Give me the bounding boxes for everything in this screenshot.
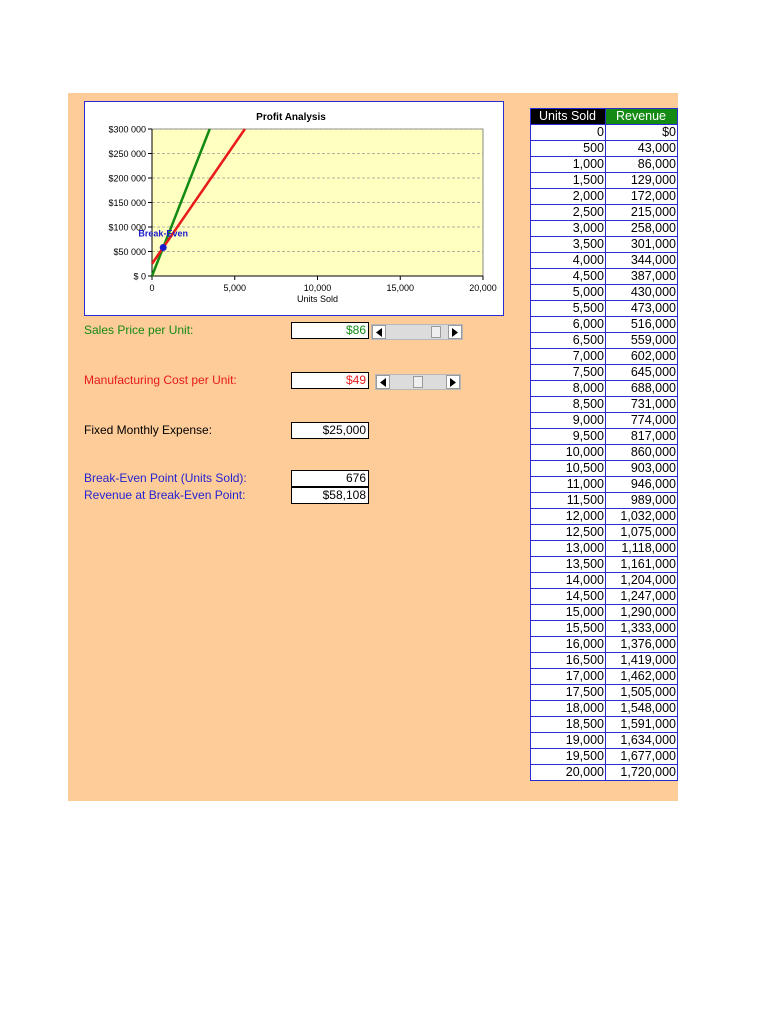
revenue-cell[interactable]: 301,000: [606, 237, 678, 253]
revenue-cell[interactable]: 860,000: [606, 445, 678, 461]
units-sold-cell[interactable]: 20,000: [531, 765, 606, 781]
table-row: [531, 605, 678, 621]
mfg-cost-scrollbar[interactable]: [375, 374, 461, 390]
table-row: [531, 461, 678, 477]
revenue-cell[interactable]: 129,000: [606, 173, 678, 189]
break-even-units-value: 676: [291, 470, 369, 487]
table-row: [531, 765, 678, 781]
table-row: [531, 477, 678, 493]
break-even-revenue-value: $58,108: [291, 487, 369, 504]
units-sold-cell[interactable]: 1,500: [531, 173, 606, 189]
revenue-cell[interactable]: 688,000: [606, 381, 678, 397]
units-sold-cell[interactable]: 500: [531, 141, 606, 157]
units-sold-cell[interactable]: 3,500: [531, 237, 606, 253]
units-sold-cell[interactable]: 2,500: [531, 205, 606, 221]
revenue-cell[interactable]: 1,290,000: [606, 605, 678, 621]
scroll-left-arrow-icon[interactable]: [376, 375, 390, 389]
table-row: [531, 445, 678, 461]
table-row: [531, 205, 678, 221]
units-sold-cell[interactable]: 5,500: [531, 301, 606, 317]
revenue-cell[interactable]: 86,000: [606, 157, 678, 173]
revenue-cell[interactable]: 1,032,000: [606, 509, 678, 525]
revenue-cell[interactable]: 1,634,000: [606, 733, 678, 749]
units-sold-cell[interactable]: 14,000: [531, 573, 606, 589]
units-revenue-table: [530, 108, 678, 781]
table-row: [531, 685, 678, 701]
units-sold-cell[interactable]: 19,000: [531, 733, 606, 749]
units-sold-cell[interactable]: 8,000: [531, 381, 606, 397]
table-row: [531, 557, 678, 573]
table-row: [531, 333, 678, 349]
revenue-cell[interactable]: 516,000: [606, 317, 678, 333]
fixed-expense-label: Fixed Monthly Expense:: [84, 423, 213, 437]
units-sold-cell[interactable]: 17,500: [531, 685, 606, 701]
table-row: [531, 317, 678, 333]
table-row: [531, 173, 678, 189]
table-row: [531, 493, 678, 509]
revenue-cell[interactable]: 946,000: [606, 477, 678, 493]
break-even-units-label: Break-Even Point (Units Sold):: [84, 471, 247, 485]
sales-price-value[interactable]: $86: [291, 322, 369, 339]
revenue-cell[interactable]: 344,000: [606, 253, 678, 269]
revenue-cell[interactable]: 258,000: [606, 221, 678, 237]
table-row: [531, 573, 678, 589]
table-row: [531, 525, 678, 541]
units-sold-cell[interactable]: 16,000: [531, 637, 606, 653]
revenue-cell[interactable]: 1,118,000: [606, 541, 678, 557]
table-row: [531, 541, 678, 557]
units-sold-cell[interactable]: 5,000: [531, 285, 606, 301]
table-row: [531, 733, 678, 749]
mfg-cost-value[interactable]: $49: [291, 372, 369, 389]
units-sold-cell[interactable]: 2,000: [531, 189, 606, 205]
scroll-left-arrow-icon[interactable]: [372, 325, 386, 339]
units-sold-cell[interactable]: 16,500: [531, 653, 606, 669]
units-sold-cell[interactable]: 17,000: [531, 669, 606, 685]
revenue-cell[interactable]: 1,161,000: [606, 557, 678, 573]
units-sold-cell[interactable]: 10,500: [531, 461, 606, 477]
table-row: [531, 365, 678, 381]
y-tick-label: $ 0: [133, 271, 146, 282]
units-sold-header: Units Sold: [531, 109, 606, 125]
table-row: [531, 669, 678, 685]
table-row: [531, 413, 678, 429]
units-sold-cell[interactable]: 4,500: [531, 269, 606, 285]
table-row: [531, 141, 678, 157]
table-row: [531, 125, 678, 141]
fixed-expense-value[interactable]: $25,000: [291, 422, 369, 439]
revenue-cell[interactable]: 559,000: [606, 333, 678, 349]
units-sold-cell[interactable]: 0: [531, 125, 606, 141]
units-sold-cell[interactable]: 6,000: [531, 317, 606, 333]
table-row: [531, 509, 678, 525]
scroll-thumb[interactable]: [413, 376, 423, 388]
y-tick-label: $300 000: [108, 124, 146, 135]
revenue-cell[interactable]: $0: [606, 125, 678, 141]
table-row: [531, 701, 678, 717]
revenue-cell[interactable]: 387,000: [606, 269, 678, 285]
revenue-cell[interactable]: 817,000: [606, 429, 678, 445]
chart-canvas: [85, 102, 503, 315]
break-even-point: [160, 244, 167, 251]
revenue-cell[interactable]: 774,000: [606, 413, 678, 429]
revenue-cell[interactable]: 1,720,000: [606, 765, 678, 781]
revenue-cell[interactable]: 215,000: [606, 205, 678, 221]
table-row: [531, 397, 678, 413]
units-sold-cell[interactable]: 15,000: [531, 605, 606, 621]
units-sold-cell[interactable]: 14,500: [531, 589, 606, 605]
revenue-cell[interactable]: 903,000: [606, 461, 678, 477]
scroll-right-arrow-icon[interactable]: [446, 375, 460, 389]
units-sold-cell[interactable]: 18,000: [531, 701, 606, 717]
units-sold-cell[interactable]: 10,000: [531, 445, 606, 461]
sales-price-label: Sales Price per Unit:: [84, 323, 194, 337]
units-sold-cell[interactable]: 12,500: [531, 525, 606, 541]
revenue-cell[interactable]: 473,000: [606, 301, 678, 317]
revenue-cell[interactable]: 1,591,000: [606, 717, 678, 733]
units-sold-cell[interactable]: 7,500: [531, 365, 606, 381]
y-tick-label: $250 000: [108, 149, 146, 159]
revenue-cell[interactable]: 1,505,000: [606, 685, 678, 701]
y-tick-label: $50 000: [113, 247, 146, 257]
table-row: [531, 653, 678, 669]
x-tick-label: 5,000: [223, 283, 247, 293]
revenue-cell[interactable]: 1,462,000: [606, 669, 678, 685]
units-sold-cell[interactable]: 4,000: [531, 253, 606, 269]
mfg-cost-label: Manufacturing Cost per Unit:: [84, 373, 237, 387]
revenue-cell[interactable]: 989,000: [606, 493, 678, 509]
chart-title: Profit Analysis: [256, 112, 326, 123]
table-row: [531, 157, 678, 173]
revenue-cell[interactable]: 430,000: [606, 285, 678, 301]
units-sold-cell[interactable]: 1,000: [531, 157, 606, 173]
table-row: [531, 237, 678, 253]
sales-price-scrollbar[interactable]: [371, 324, 463, 340]
units-sold-cell[interactable]: 6,500: [531, 333, 606, 349]
y-tick-label: $100 000: [108, 222, 146, 233]
x-tick-label: 15,000: [386, 283, 415, 293]
table-row: [531, 749, 678, 765]
x-tick-label: 0: [149, 283, 155, 293]
table-row: [531, 269, 678, 285]
table-row: [531, 637, 678, 653]
break-even-revenue-label: Revenue at Break-Even Point:: [84, 488, 246, 502]
scroll-thumb[interactable]: [431, 326, 441, 338]
units-sold-cell[interactable]: 3,000: [531, 221, 606, 237]
units-sold-cell[interactable]: 18,500: [531, 717, 606, 733]
table-row: [531, 189, 678, 205]
table-row: [531, 285, 678, 301]
units-sold-cell[interactable]: 12,000: [531, 509, 606, 525]
y-tick-label: $150 000: [108, 198, 146, 208]
break-even-label: Break-Even: [138, 228, 188, 239]
revenue-cell[interactable]: 602,000: [606, 349, 678, 365]
units-sold-cell[interactable]: 19,500: [531, 749, 606, 765]
revenue-cell[interactable]: 1,677,000: [606, 749, 678, 765]
units-sold-cell[interactable]: 11,500: [531, 493, 606, 509]
revenue-cell[interactable]: 1,075,000: [606, 525, 678, 541]
revenue-cell[interactable]: 1,548,000: [606, 701, 678, 717]
units-sold-cell[interactable]: 9,000: [531, 413, 606, 429]
scroll-right-arrow-icon[interactable]: [448, 325, 462, 339]
revenue-cell[interactable]: 1,333,000: [606, 621, 678, 637]
units-sold-cell[interactable]: 7,000: [531, 349, 606, 365]
x-tick-label: 10,000: [303, 283, 332, 293]
revenue-cell[interactable]: 1,376,000: [606, 637, 678, 653]
x-tick-label: 20,000: [469, 283, 497, 293]
revenue-cell[interactable]: 172,000: [606, 189, 678, 205]
revenue-cell[interactable]: 1,419,000: [606, 653, 678, 669]
table-row: [531, 621, 678, 637]
revenue-cell[interactable]: 731,000: [606, 397, 678, 413]
table-row: [531, 221, 678, 237]
units-sold-cell[interactable]: 11,000: [531, 477, 606, 493]
table-row: [531, 381, 678, 397]
units-sold-cell[interactable]: 13,500: [531, 557, 606, 573]
profit-analysis-chart: [84, 101, 504, 316]
x-axis-label: Units Sold: [296, 294, 339, 304]
y-tick-label: $200 000: [108, 173, 146, 184]
revenue-cell[interactable]: 1,247,000: [606, 589, 678, 605]
table-row: [531, 429, 678, 445]
revenue-cell[interactable]: 1,204,000: [606, 573, 678, 589]
revenue-cell[interactable]: 645,000: [606, 365, 678, 381]
revenue-cell[interactable]: 43,000: [606, 141, 678, 157]
table-row: [531, 253, 678, 269]
units-sold-cell[interactable]: 15,500: [531, 621, 606, 637]
table-row: [531, 349, 678, 365]
revenue-header: Revenue: [606, 109, 678, 125]
units-sold-cell[interactable]: 13,000: [531, 541, 606, 557]
table-row: [531, 717, 678, 733]
table-row: [531, 589, 678, 605]
table-row: [531, 301, 678, 317]
units-sold-cell[interactable]: 8,500: [531, 397, 606, 413]
units-sold-cell[interactable]: 9,500: [531, 429, 606, 445]
